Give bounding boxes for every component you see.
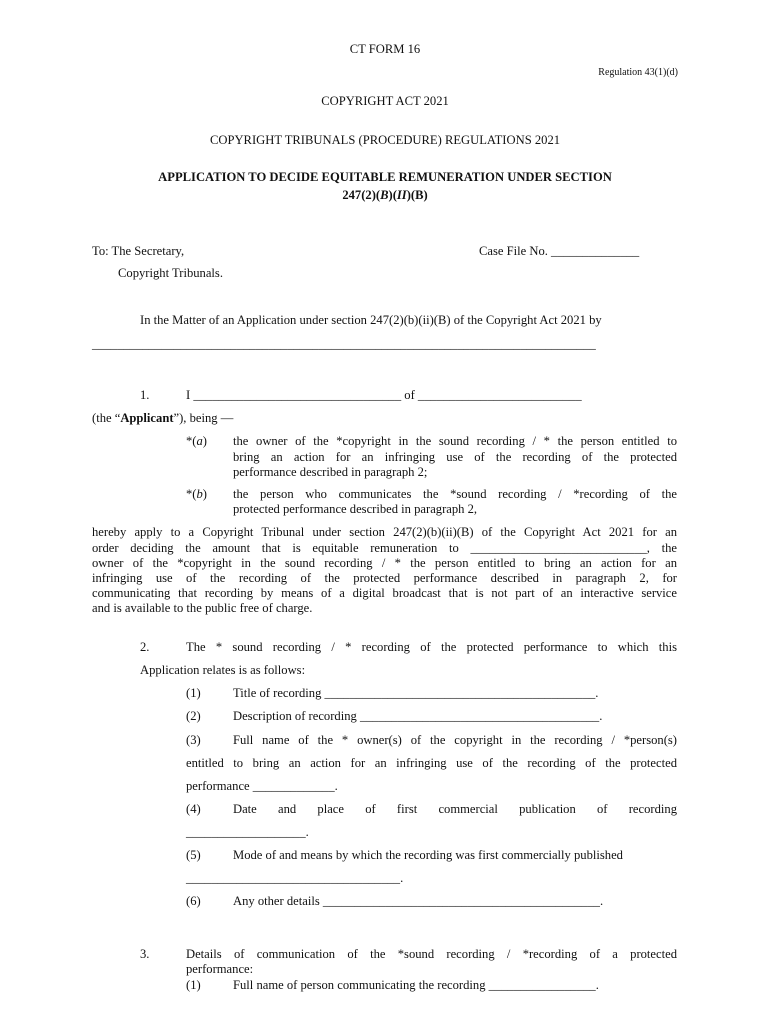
item-number: (4)	[186, 802, 201, 816]
item-number: (5)	[186, 848, 201, 862]
case-file-number-field[interactable]: Case File No. ______________	[479, 244, 640, 258]
publication-date-place-label: Date and place of first commercial publication of recording	[233, 802, 677, 816]
applicant-name-blank[interactable]: ________________________________________________________________________________	[92, 337, 596, 351]
option-b-label: *(b)	[186, 487, 207, 501]
item-number: (1)	[186, 978, 201, 992]
matter-line: In the Matter of an Application under section 247(2)(b)(ii)(B) of the Copyright Act 2021 by	[140, 313, 602, 327]
act-title: COPYRIGHT ACT 2021	[321, 94, 449, 108]
item-number: (3)	[186, 733, 201, 747]
applicant-name-address-field[interactable]: I _________________________________ of __________________________	[186, 388, 582, 402]
item-number: (2)	[186, 709, 201, 723]
hereby-line2: order deciding the amount that is equitable remuneration to ____________________________, the	[92, 541, 677, 555]
description-of-recording-field[interactable]: Description of recording ______________________________________.	[233, 709, 603, 723]
para3-line2: performance:	[186, 962, 254, 976]
publication-mode-label: Mode of and means by which the recording was first commercially published	[233, 848, 623, 862]
para2-line1: The * sound recording / * recording of the protected performance to which this	[186, 640, 677, 654]
hereby-line3: owner of the *copyright in the sound recording / * the person entitled to bring an action for an	[92, 556, 677, 570]
hereby-line4: infringing use of the recording of the protected performance described in paragraph 2, for	[92, 571, 677, 585]
publication-date-place-field[interactable]: ___________________.	[186, 825, 309, 839]
other-details-field[interactable]: Any other details ____________________________________________.	[233, 894, 604, 908]
addressee-tribunals: Copyright Tribunals.	[118, 266, 223, 280]
option-a-line3: performance described in paragraph 2;	[233, 465, 428, 479]
hereby-line5: communicating that recording by means of a digital broadcast that is not part of an interactive service	[92, 586, 677, 600]
para2-number: 2.	[140, 640, 150, 654]
addressee: To: The Secretary,	[92, 244, 185, 258]
option-a-line2: bring an action for an infringing use of the recording of the protected	[233, 450, 677, 464]
option-b-line1: the person who communicates the *sound recording / *recording of the	[233, 487, 677, 501]
regulation-reference: Regulation 43(1)(d)	[598, 67, 678, 78]
hereby-line6: and is available to the public free of charge.	[92, 601, 313, 615]
item-number: (6)	[186, 894, 201, 908]
application-title-line1: APPLICATION TO DECIDE EQUITABLE REMUNERATION UNDER SECTION	[158, 170, 612, 184]
item-number: (1)	[186, 686, 201, 700]
regulations-title: COPYRIGHT TRIBUNALS (PROCEDURE) REGULATIONS 2021	[209, 133, 561, 147]
para3-line1: Details of communication of the *sound recording / *recording of a protected	[186, 947, 677, 961]
title-of-recording-field[interactable]: Title of recording ___________________________________________.	[233, 686, 599, 700]
hereby-line1: hereby apply to a Copyright Tribunal under section 247(2)(b)(ii)(B) of the Copyright Act 2021 for an	[92, 525, 677, 539]
owner-name-field[interactable]: performance _____________.	[186, 779, 338, 793]
para1-number: 1.	[140, 388, 150, 402]
para3-number: 3.	[140, 947, 150, 961]
communicator-name-field[interactable]: Full name of person communicating the recording _________________.	[233, 978, 599, 992]
applicant-definition: (the “Applicant”), being —	[92, 411, 234, 425]
option-b-line2: protected performance described in paragraph 2,	[233, 502, 478, 516]
owner-name-line1: Full name of the * owner(s) of the copyright in the recording / *person(s)	[233, 733, 677, 747]
option-a-line1: the owner of the *copyright in the sound recording / * the person entitled to	[233, 434, 677, 448]
option-a-label: *(a)	[186, 434, 207, 448]
application-title-line2: 247(2)(B)(II)(B)	[342, 188, 428, 202]
publication-mode-field[interactable]: __________________________________.	[186, 871, 404, 885]
form-number: CT FORM 16	[349, 42, 421, 56]
para2-line2: Application relates is as follows:	[140, 663, 306, 677]
owner-name-line2: entitled to bring an action for an infringing use of the recording of the protected	[186, 756, 677, 770]
